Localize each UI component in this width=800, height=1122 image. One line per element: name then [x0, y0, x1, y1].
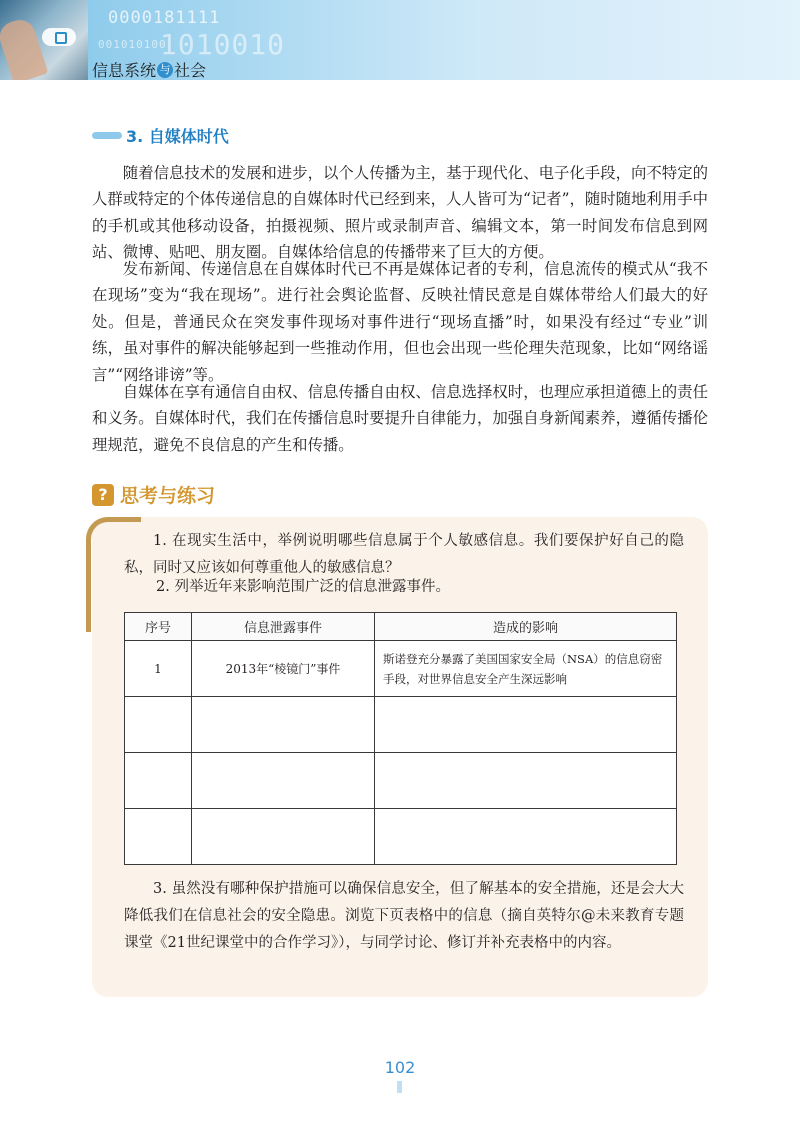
cell-impact: [375, 753, 677, 809]
exercise-heading-text: 思考与练习: [120, 485, 216, 507]
cell-event: 2013年“棱镜门”事件: [192, 641, 375, 697]
book-title: [92, 58, 206, 81]
header-photo: [0, 0, 88, 80]
book-title-part2: 社会: [174, 61, 207, 80]
page-number: 102: [384, 1058, 416, 1077]
col-header-number: 序号: [125, 613, 192, 641]
exercise-question-3: 3. 虽然没有哪种保护措施可以确保信息安全，但了解基本的安全措施，还是会大大降低我们在信息社会的安全隐患。浏览下页表格中的信息（摘自英特尔@未来教育专题课堂《21世纪课堂中的合作学习》），与同学讨论、修订并补充表格中的内容。: [124, 881, 684, 951]
table-row: [125, 809, 677, 865]
col-header-impact: 造成的影响: [375, 613, 677, 641]
binary-decoration: 1010010: [160, 28, 286, 61]
cell-event: [192, 697, 375, 753]
page-number-decoration: [397, 1081, 402, 1093]
cell-event: [192, 753, 375, 809]
cell-impact: [375, 809, 677, 865]
cell-number: [125, 809, 192, 865]
exercise-heading: [92, 481, 215, 508]
lock-icon: [55, 32, 67, 44]
exercise-question-2: 2. 列举近年来影响范围广泛的信息泄露事件。: [156, 579, 450, 595]
binary-decoration: 001010100: [98, 38, 167, 51]
binary-decoration: 0000181111: [108, 8, 221, 28]
col-header-event: 信息泄露事件: [192, 613, 375, 641]
heading-pill-decoration: [92, 132, 122, 139]
header-banner: [0, 0, 800, 80]
table-row: [125, 753, 677, 809]
table-row: [125, 641, 677, 697]
book-title-joiner: 与: [157, 62, 173, 78]
question-icon: ?: [92, 484, 114, 506]
cell-impact: 斯诺登充分暴露了美国国家安全局（NSA）的信息窃密手段，对世界信息安全产生深远影响: [375, 641, 677, 697]
hand-illustration: [0, 16, 48, 80]
cell-event: [192, 809, 375, 865]
section-heading: [92, 124, 229, 147]
exercise-question-1: 1. 在现实生活中，举例说明哪些信息属于个人敏感信息。我们要保护好自己的隐私，同时又应该如何尊重他人的敏感信息？: [124, 533, 684, 576]
table-row: [125, 697, 677, 753]
cell-number: [125, 697, 192, 753]
cell-impact: [375, 697, 677, 753]
body-paragraph: 随着信息技术的发展和进步，以个人传播为主，基于现代化、电子化手段，向不特定的人群或特定的个体传递信息的自媒体时代已经到来，人人皆可为“记者”，随时随地利用手中的手机或其他移动设备，拍摄视频、照片或录制声音、编辑文本，第一时间发布信息到网站、微博、贴吧、朋友圈。自媒体给信息的传播带来了巨大的方便。: [92, 164, 708, 262]
cell-number: 1: [125, 641, 192, 697]
cell-number: [125, 753, 192, 809]
section-heading-text: 3. 自媒体时代: [126, 127, 229, 146]
body-paragraph: 发布新闻、传递信息在自媒体时代已不再是媒体记者的专利，信息流传的模式从“我不在现场”变为“我在现场”。进行社会舆论监督、反映社情民意是自媒体带给人们最大的好处。但是，普通民众在突发事件现场对事件进行“现场直播”时，如果没有经过“专业”训练，虽对事件的解决能够起到一些推动作用，但也会出现一些伦理失范现象，比如“网络谣言”“网络诽谤”等。: [92, 260, 708, 384]
table-header-row: [125, 613, 677, 641]
body-paragraph: 自媒体在享有通信自由权、信息传播自由权、信息选择权时，也理应承担道德上的责任和义务。自媒体时代，我们在传播信息时要提升自律能力，加强自身新闻素养，遵循传播伦理规范，避免不良信息的产生和传播。: [92, 383, 708, 454]
leak-events-table: [124, 612, 677, 865]
book-title-part1: 信息系统: [92, 61, 157, 80]
